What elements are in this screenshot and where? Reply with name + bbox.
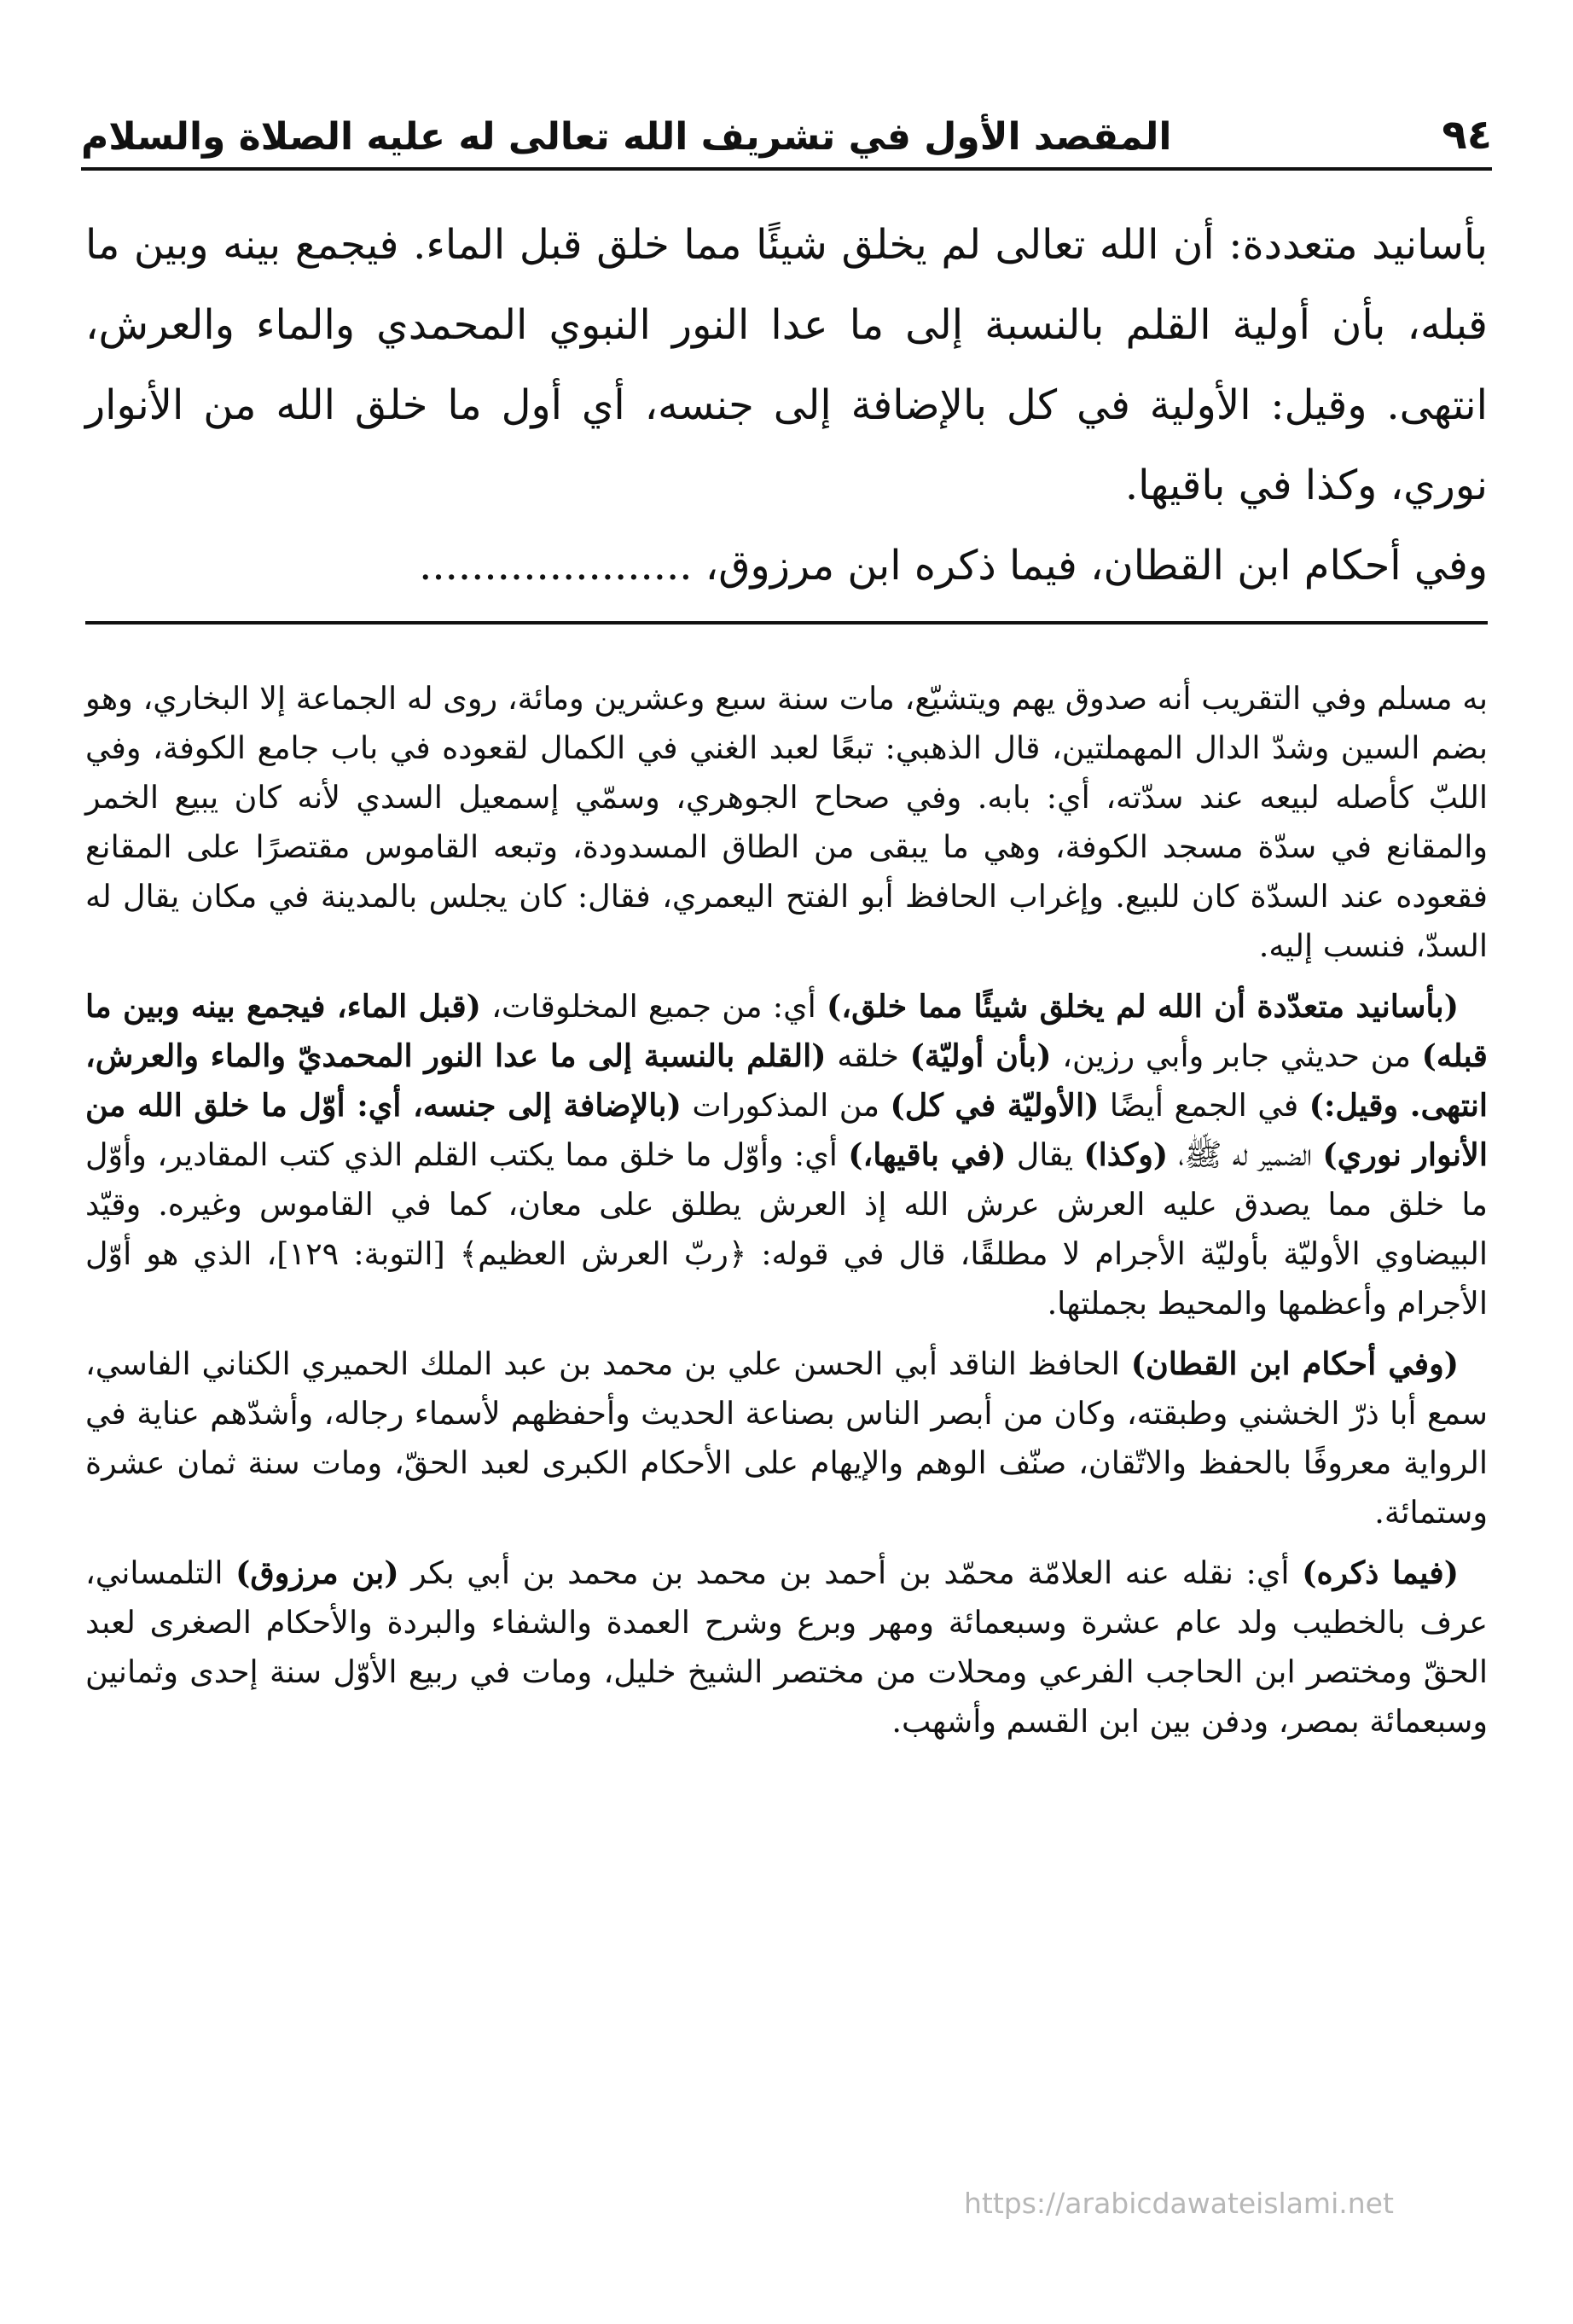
commentary-paragraph: به مسلم وفي التقريب أنه صدوق يهم ويتشيّع، مات سنة سبع وعشرين ومائة، روى له الجماعة إلا البخاري، وهو بضم السين وشدّ الدال المهملتين، قال الذهبي: تبعًا لعبد الغني في الكمال لقعوده في باب جامع الكوفة، وفي اللبّ كأصله لبيعه عند سدّته، أي: بابه. وفي صحاح الجوهري، وسمّي إسمعيل السدي لأنه كان يبيع الخمر والمقانع في سدّة مسجد الكوفة، وهي ما يبقى من الطاق المسدودة، وتبعه القاموس مقتصرًا على المقانع فقعوده عند السدّة كان للبيع. وإغراب الحافظ أبو الفتح اليعمري، فقال: كان يجلس بالمدينة في مكان يقال له السدّ، فنسب إليه. [85,680,1488,964]
quoted-text: (بالإضافة إلى جنسه، أي: أوّل ما خلق الله من الأنوار نوري) [85,1087,1488,1173]
main-text [85,205,1488,606]
page-number: ٩٤ [1442,111,1492,159]
commentary-text: من حديثي جابر وأبي رزين، [1051,1037,1422,1074]
quoted-text: (القلم بالنسبة إلى ما عدا النور المحمديّ والماء والعرش، انتهى. وقيل:) [85,1037,1489,1124]
commentary-text: الحافظ الناقد أبي الحسن علي بن محمد بن عبد الملك الحميري الكناني الفاسي، سمع أبا ذرّ الخشني وطبقته، وكان من أبصر الناس بصناعة الحديث وأحفظهم لأسماء رجاله، وأشدّهم عناية في الرواية معروفًا بالحفظ والاتّقان، صنّف الوهم والإيهام على الأحكام الكبرى لعبد الحقّ، ومات سنة ثمان عشرة وستمائة. [85,1345,1488,1531]
quoted-text: (في باقيها،) [848,1136,1007,1173]
quoted-text: (فيما ذكره) [1302,1554,1460,1591]
separator-rule [85,621,1488,625]
commentary-text: خلقه [826,1037,910,1074]
quoted-text: (بن مرزوق) [235,1554,399,1591]
quoted-text: (قبل الماء، فيجمع بينه وبين ما قبله) [85,988,1489,1074]
watermark-url: https://arabicdawateislami.net [964,2187,1394,2220]
commentary-paragraph [85,982,1488,1328]
commentary-text: أي: من جميع المخلوقات، [480,988,827,1025]
commentary-text: أي: وأوّل ما خلق مما يكتب القلم الذي كتب المقادير، وأوّل ما خلق مما يصدق عليه العرش عرش الله إذ العرش يطلق على معان، كما في القاموس وغيره. وقيّد البيضاوي الأوليّة بأوليّة الأجرام لا مطلقًا، قال في قوله: ﴿ربّ العرش العظيم﴾ [التوبة: ١٢٩]، الذي هو أوّل الأجرام وأعظمها والمحيط بجملتها. [85,1136,1488,1322]
commentary-paragraph [85,1548,1488,1746]
quoted-text: (وكذا) [1083,1136,1169,1173]
commentary-paragraph [85,1339,1488,1537]
quoted-text: (بأسانيد متعدّدة أن الله لم يخلق شيئًا مما خلق،) [827,988,1459,1025]
main-paragraph: وفي أحكام ابن القطان، فيما ذكره ابن مرزوق، ..................... [419,542,1488,590]
page-header [81,101,1492,171]
commentary-text: من المذكورات [681,1087,891,1124]
quoted-text: (بأن أوليّة) [909,1037,1052,1074]
commentary [85,674,1488,1758]
main-paragraph: بأسانيد متعددة: أن الله تعالى لم يخلق شيئًا مما خلق قبل الماء. فيجمع بينه وبين ما قبله، بأن أولية القلم بالنسبة إلى ما عدا النور النبوي المحمدي والماء والعرش، انتهى. وقيل: الأولية في كل بالإضافة إلى جنسه، أي أول ما خلق الله من الأنوار نوري، وكذا في باقيها. [85,221,1488,509]
commentary-text: التلمساني، عرف بالخطيب ولد عام عشرة وسبعمائة ومهر وبرع وشرح العمدة والشفاء والبردة والأحكام الصغرى لعبد الحقّ ومختصر ابن الحاجب الفرعي ومحلات من مختصر الشيخ خليل، ومات في ربيع الأوّل سنة إحدى وثمانين وسبعمائة بمصر، ودفن بين ابن القسم وأشهب. [85,1554,1488,1740]
quoted-text: (وفي أحكام ابن القطان) [1130,1345,1459,1382]
commentary-text: في الجمع أيضًا [1099,1087,1309,1124]
commentary-text: الضمير له ﷺ، [1168,1136,1323,1173]
running-title: المقصد الأول في تشريف الله تعالى له عليه الصلاة والسلام [81,115,1172,159]
commentary-text: أي: نقله عنه العلامّة محمّد بن أحمد بن محمد بن محمد بن أبي بكر [398,1554,1303,1591]
commentary-text: يقال [1006,1136,1084,1173]
quoted-text: (الأوليّة في كل) [890,1087,1100,1124]
